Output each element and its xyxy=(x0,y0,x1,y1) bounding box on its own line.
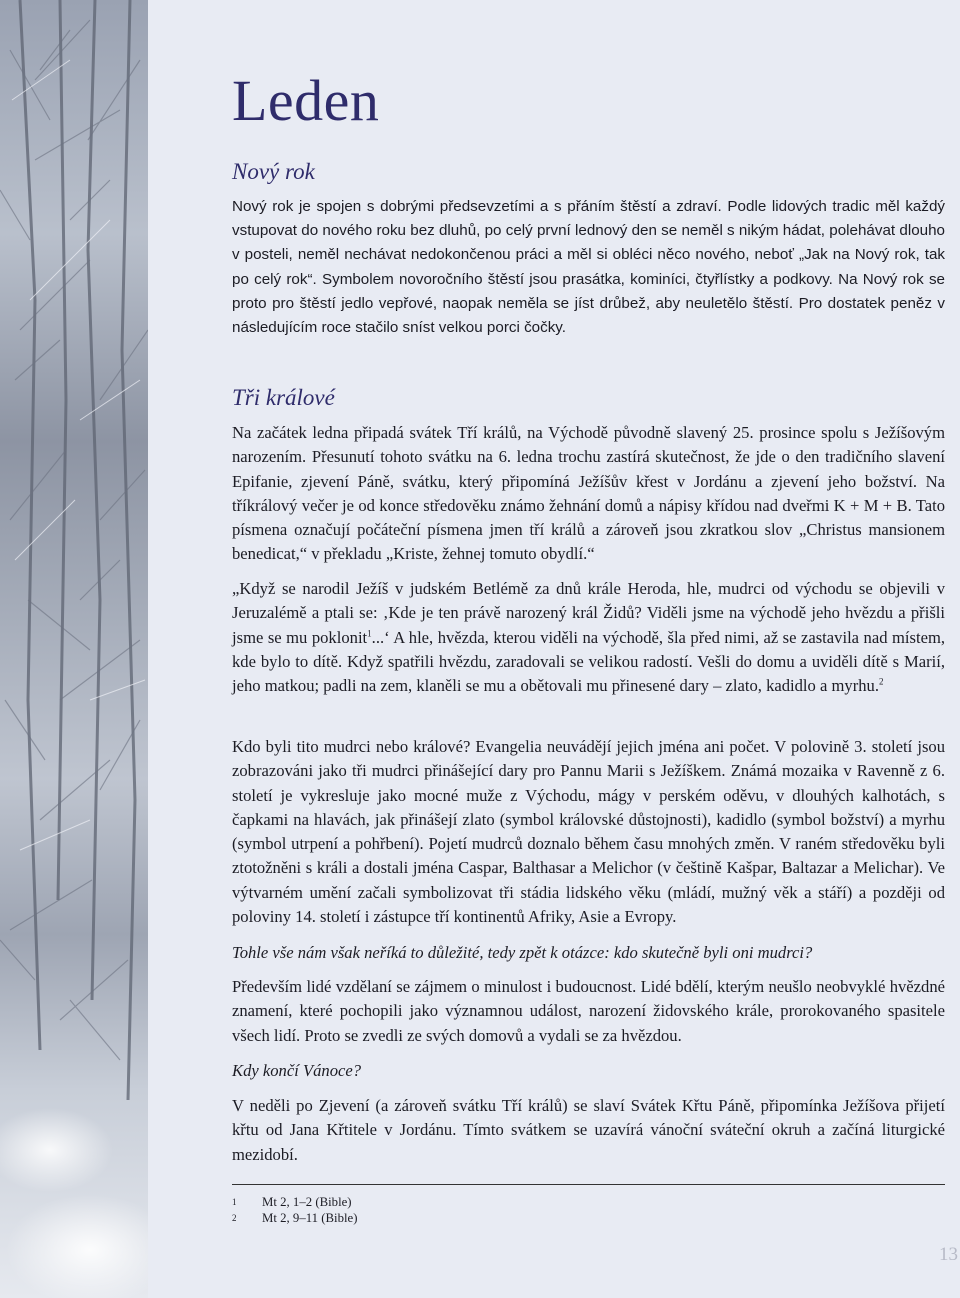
footnote-1 xyxy=(232,1194,352,1210)
bible-quote-paragraph xyxy=(232,577,945,698)
tree-branches-illustration xyxy=(0,0,148,1298)
footnote-2-text: Mt 2, 9–11 (Bible) xyxy=(262,1211,358,1225)
footnote-divider xyxy=(232,1184,945,1185)
bible-quote-part-2: ...‘ A hle, hvězda, kterou viděli na východě, šla před nimi, až se zastavila nad místem, kde bylo to dítě. Když spatřili hvězdu, zaradovali se velikou radostí. Vešli do domu a uviděli dítě s Marií, jeho matkou; padli na zem, klaněli se mu a obětovali mu přinesené dary – zlato, kadidlo a myrhu. xyxy=(232,627,945,696)
question-heading-vanoce: Kdy končí Vánoce? xyxy=(232,1061,362,1080)
page-number: 13 xyxy=(939,1244,958,1265)
page-title: Leden xyxy=(232,68,380,133)
footnote-ref-1: 1 xyxy=(367,628,372,639)
tri-kralove-paragraph-4: Především lidé vzdělaní se zájmem o minulost i budoucnost. Lidé bdělí, kterým neušlo neobvyklé hvězdné znamení, které pochopili jako významnou událost, narození židovského krále, prorokovaného spasitele všech lidí. Proto se zvedli ze svých domovů a vydali se za hvězdou. xyxy=(232,977,945,1045)
footnote-1-text: Mt 2, 1–2 (Bible) xyxy=(262,1195,352,1209)
bible-quote-part-1: „Když se narodil Ježíš v judském Betlémě za dnů krále Heroda, hle, mudrci od východu se objevili v Jeruzalémě a ptali se: ‚Kde je ten právě narozený král Židů? Viděli jsme na východě jeho hvězdu a přišli jsme se mu poklonit xyxy=(232,579,945,647)
novy-rok-paragraph: Nový rok je spojen s dobrými předsevzetími a s přáním štěstí a zdraví. Podle lidových tradic měl každý vstupovat do nového roku bez dluhů, po celý první lednový den se neměl s nikým hádat, polehávat dlouho v posteli, neměl nechávat nedokončenou práci a měl si obléci něco nového, neboť „Jak na Nový rok, tak po celý rok“. Symbolem novoročního štěstí jsou prasátka, kominíci, čtyřlístky a podkovy. Na Nový rok se proto pro štěstí jedlo vepřové, naopak neměla se jíst drůbež, aby neuletělo štěstí. Pro dostatek peněz v následujícím roce stačilo sníst velkou porci čočky. xyxy=(232,198,945,337)
footnote-ref-2: 2 xyxy=(878,676,884,687)
footnote-1-number: 1 xyxy=(232,1197,237,1207)
tri-kralove-paragraph-5: V neděli po Zjevení (a zároveň svátku Tří králů) se slaví Svátek Křtu Páně, připomínka Ježíšova přijetí křtu od Jana Křtitele v Jordánu. Tímto svátkem se uzavírá vánoční sváteční okruh a začíná liturgické mezidobí. xyxy=(232,1096,945,1164)
tri-kralove-paragraph-3: Kdo byli tito mudrci nebo králové? Evangelia neuvádějí jejich jména ani počet. V polovině 3. století jsou zobrazováni jako tři mudrci přinášející dary pro Pannu Marii s Ježíškem. Známá mozaika v Ravenně z 6. století je vykresluje jako mocné muže z Východu, mágy v perském oděvu, v dlouhých kalhotách, s čapkami na hlavách, jak přinášejí zlato (symbol královské důstojnosti), kadidlo (symbol božství) a myrhu (symbol utrpení a pohřbení). Pojetí mudrců doznalo během času mnohých změn. V raném středověku byli ztotožněni s králi a dostali jména Caspar, Balthasar a Melichor (v češtině Kašpar, Baltazar a Melichar). Ve výtvarném umění začali symbolizovat tři stádia lidského věku (mládí, mužný věk a stáří) a později od poloviny 14. století i zástupce tří kontinentů Afriky, Asie a Evropy. xyxy=(232,737,945,927)
question-paragraph: Tohle vše nám však neříká to důležité, tedy zpět k otázce: kdo skutečně byli oni mudrci? xyxy=(232,943,813,962)
footnote-2-number: 2 xyxy=(232,1213,237,1223)
footnote-2 xyxy=(232,1210,358,1226)
winter-trees-photo xyxy=(0,0,148,1298)
section-heading-novy-rok: Nový rok xyxy=(232,159,315,184)
section-heading-tri-kralove: Tři králové xyxy=(232,385,335,410)
tri-kralove-paragraph-1: Na začátek ledna připadá svátek Tří králů, na Východě původně slavený 25. prosince spolu s Ježíšovým narozením. Přesunutí tohoto svátku na 6. ledna trochu zastírá skutečnost, že jde o den tradičního slavení Epifanie, zjevení Páně, svátku, který připomíná Ježíšův křest v Jordánu a zjevení jeho božství. Na tříkrálový večer je od konce středověku známo žehnání domů a nápisy křídou nad dveřmi K + M + B. Tato písmena označují počáteční písmena jmen tří králů a zároveň jsou zkratkou slov „Christus mansionem benedicat,“ v překladu „Kriste, žehnej tomuto obydlí.“ xyxy=(232,423,945,564)
